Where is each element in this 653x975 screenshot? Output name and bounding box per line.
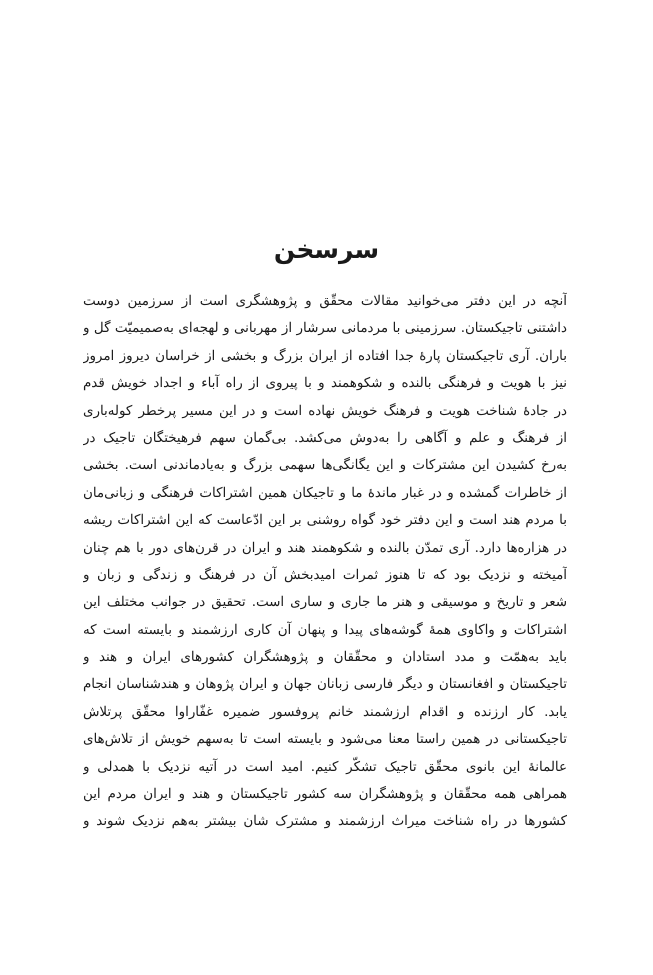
text-line: باید به‌همّت و مدد استادان و محقّقان و پژوهشگران کشورهای ایران و هند و <box>83 650 567 666</box>
page-title: سرسخن <box>273 235 380 264</box>
text-line: از خاطرات گمشده و در غبار ماندهٔ ما و تاجیکان همین اشتراکات فرهنگی و زبانی‌مان <box>83 485 567 501</box>
text-line: در هزاره‌ها دارد. آری تمدّن بالنده و شکوهمند هند و ایران در قرن‌های دور با هم چنان <box>83 540 567 556</box>
text-line: کشورها در راه شناخت میراث ارزشمند و مشترک شان بیشتر به‌هم نزدیک شوند و <box>83 814 567 830</box>
text-line: عالمانهٔ این بانوی محقّق تاجیک تشکّر کنیم. امید است در آتیه نزدیک با همدلی و <box>83 759 567 775</box>
body-paragraph <box>83 288 567 836</box>
text-line: تاجیکستان و افغانستان و دیگر فارسی زبانان جهان و ایران پژوهان و هندشناسان انجام <box>83 677 567 693</box>
text-line: از فرهنگ و علم و آگاهی را به‌دوش می‌کشد. بی‌گمان سهم فرهیختگان تاجیک در <box>83 430 567 446</box>
text-line: همراهی همه محقّقان و پژوهشگران سه کشور تاجیکستان و هند و ایران مردم این <box>83 787 567 803</box>
text-line: تاجیکستانی در همین راستا معنا می‌شود و بایسته است تا به‌سهم خویش از تلاش‌های <box>83 732 567 748</box>
text-line: باران. آری تاجیکستان پارهٔ جدا افتاده از ایران بزرگ و بخشی از خراسان دیروز امروز <box>83 348 567 364</box>
text-line: با مردم هند است و این دفتر خود گواه روشنی بر این ادّعاست که این اشتراکات ریشه <box>83 513 567 529</box>
text-line: آمیخته و نزدیک بود که تا هنوز ثمرات امیدبخش آن در فرهنگ و زندگی و زبان و <box>83 567 567 583</box>
text-line: در جادهٔ شناخت هویت و فرهنگ خویش نهاده است و در این مسیر پرخطر کوله‌باری <box>83 403 567 419</box>
text-line: به‌رخ کشیدن این مشترکات و این یگانگی‌ها سهمی بزرگ و به‌یادماندنی است. بخشی <box>83 458 567 474</box>
text-line: اشتراکات و واکاوی همهٔ گوشه‌های پیدا و پنهان آن کاری ارزشمند و بایسته است که <box>83 622 567 638</box>
text-line: شعر و تاریخ و موسیقی و هنر ما جاری و ساری است. تحقیق در جوانب مختلف این <box>83 595 567 611</box>
text-line: نیز با هویت و فرهنگی بالنده و شکوهمند و با پیروی از راه آباء و اجداد خویش قدم <box>83 376 567 392</box>
text-line: یابد. کار ارزنده و اقدام ارزشمند خانم پروفسور ضمیره غفّاراوا محقّق پرتلاش <box>83 704 567 720</box>
text-line: داشتنی تاجیکستان. سرزمینی با مردمانی سرشار از مهربانی و لهجه‌ای به‌صمیمیّت گل و <box>83 321 567 337</box>
text-line: آنچه در این دفتر می‌خوانید مقالات محقّق و پژوهشگری است از سرزمین دوست <box>83 294 567 309</box>
